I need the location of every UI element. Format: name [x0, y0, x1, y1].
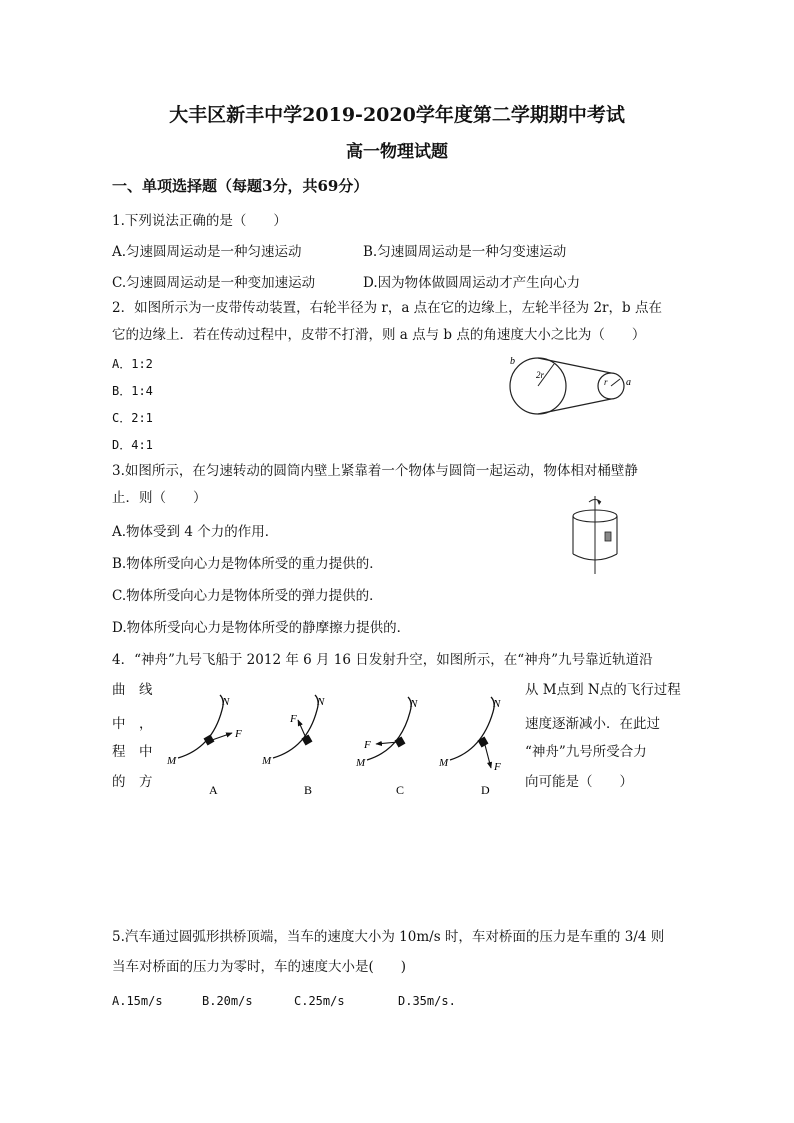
section-heading: 一、单项选择题（每题3分，共69分）	[112, 177, 369, 195]
panel-label-a: A	[209, 783, 218, 797]
label-m-c: M	[356, 757, 366, 769]
q1-option-c: C.匀速圆周运动是一种变加速运动	[112, 275, 316, 291]
label-n-d: N	[493, 698, 501, 710]
q4-left-line2: 中 ，	[112, 716, 153, 732]
q3-stem-line2: 止．则（ ）	[112, 490, 207, 506]
panel-b	[261, 695, 325, 797]
q5-stem-line1: 5.汽车通过圆弧形拱桥顶端，当车的速度大小为 10m/s 时，车对桥面的压力是车重的 3/4 则	[112, 929, 665, 945]
q5-option-b: B.20m/s	[202, 994, 253, 1008]
label-n-a: N	[222, 696, 230, 708]
force-direction-diagram	[160, 690, 525, 802]
q3-option-d: D.物体所受向心力是物体所受的静摩擦力提供的．	[112, 620, 411, 636]
panel-a	[166, 695, 242, 797]
panel-label-d: D	[481, 783, 490, 797]
q3-option-b: B.物体所受向心力是物体所受的重力提供的．	[112, 556, 383, 572]
label-2r: 2r	[536, 370, 545, 380]
q2-option-c: C．2:1	[112, 411, 153, 425]
q2-option-d: D．4:1	[112, 438, 153, 452]
label-n-c: N	[410, 698, 418, 710]
q4-left-line1: 曲 线	[112, 682, 153, 698]
q2-stem-line1: 2．如图所示为一皮带传动装置，右轮半径为 r，a 点在它的边缘上，左轮半径为 2r，b 点在	[112, 300, 662, 316]
q4-stem-line1: 4．“神舟”九号飞船于 2012 年 6 月 16 日发射升空，如图所示，在“神舟”九号靠近轨道沿	[112, 652, 653, 668]
q3-option-a: A.物体受到 4 个力的作用．	[112, 524, 279, 540]
panel-c	[355, 697, 418, 797]
label-n-b: N	[317, 696, 325, 708]
q3-stem-line1: 3.如图所示，在匀速转动的圆筒内壁上紧靠着一个物体与圆筒一起运动，物体相对桶壁静	[112, 463, 638, 479]
block-on-wall	[605, 532, 611, 541]
label-m-a: M	[167, 755, 177, 767]
label-m-d: M	[439, 757, 449, 769]
q2-stem-line2: 它的边缘上．若在传动过程中，皮带不打滑，则 a 点与 b 点的角速度大小之比为（ ）	[112, 327, 646, 343]
belt-pulley-diagram	[500, 352, 640, 422]
q5-option-d: D.35m/s.	[398, 994, 456, 1008]
q4-right-line1: 从 M点到 N点的飞行过程	[525, 682, 681, 698]
q1-option-d: D.因为物体做圆周运动才产生向心力	[363, 275, 581, 291]
label-f-b: F	[290, 713, 297, 725]
q1-stem: 1.下列说法正确的是（ ）	[112, 213, 287, 229]
q2-option-a: A．1:2	[112, 357, 153, 371]
label-f-c: F	[364, 739, 371, 751]
q4-right-line3: “神舟”九号所受合力	[525, 744, 647, 760]
label-a: a	[626, 377, 631, 388]
q5-stem-line2: 当车对桥面的压力为零时，车的速度大小是( )	[112, 959, 407, 975]
rotating-cylinder-diagram	[565, 496, 625, 574]
label-f-d: F	[494, 761, 501, 773]
q4-right-line2: 速度逐渐减小．在此过	[525, 716, 660, 732]
q5-option-c: C.25m/s	[294, 994, 345, 1008]
label-r: r	[604, 377, 608, 387]
right-radius-line	[611, 379, 620, 386]
q4-right-line4: 向可能是（ ）	[525, 774, 633, 790]
label-b: b	[510, 356, 515, 367]
q4-left-line4: 的 方	[112, 774, 153, 790]
q1-option-b: B.匀速圆周运动是一种匀变速运动	[363, 244, 567, 260]
label-m-b: M	[262, 755, 272, 767]
q2-option-b: B．1:4	[112, 384, 153, 398]
panel-label-b: B	[304, 783, 313, 797]
q1-option-a: A.匀速圆周运动是一种匀速运动	[112, 244, 302, 260]
panel-label-c: C	[396, 783, 405, 797]
exam-title: 大丰区新丰中学2019-2020学年度第二学期期中考试	[169, 104, 625, 126]
exam-subtitle: 高一物理试题	[346, 142, 448, 162]
q4-left-line3: 程 中	[112, 744, 153, 760]
q3-option-c: C.物体所受向心力是物体所受的弹力提供的．	[112, 588, 383, 604]
q5-option-a: A.15m/s	[112, 994, 163, 1008]
panel-d	[438, 697, 501, 797]
label-f-a: F	[235, 728, 242, 740]
belt-bottom	[538, 399, 611, 414]
